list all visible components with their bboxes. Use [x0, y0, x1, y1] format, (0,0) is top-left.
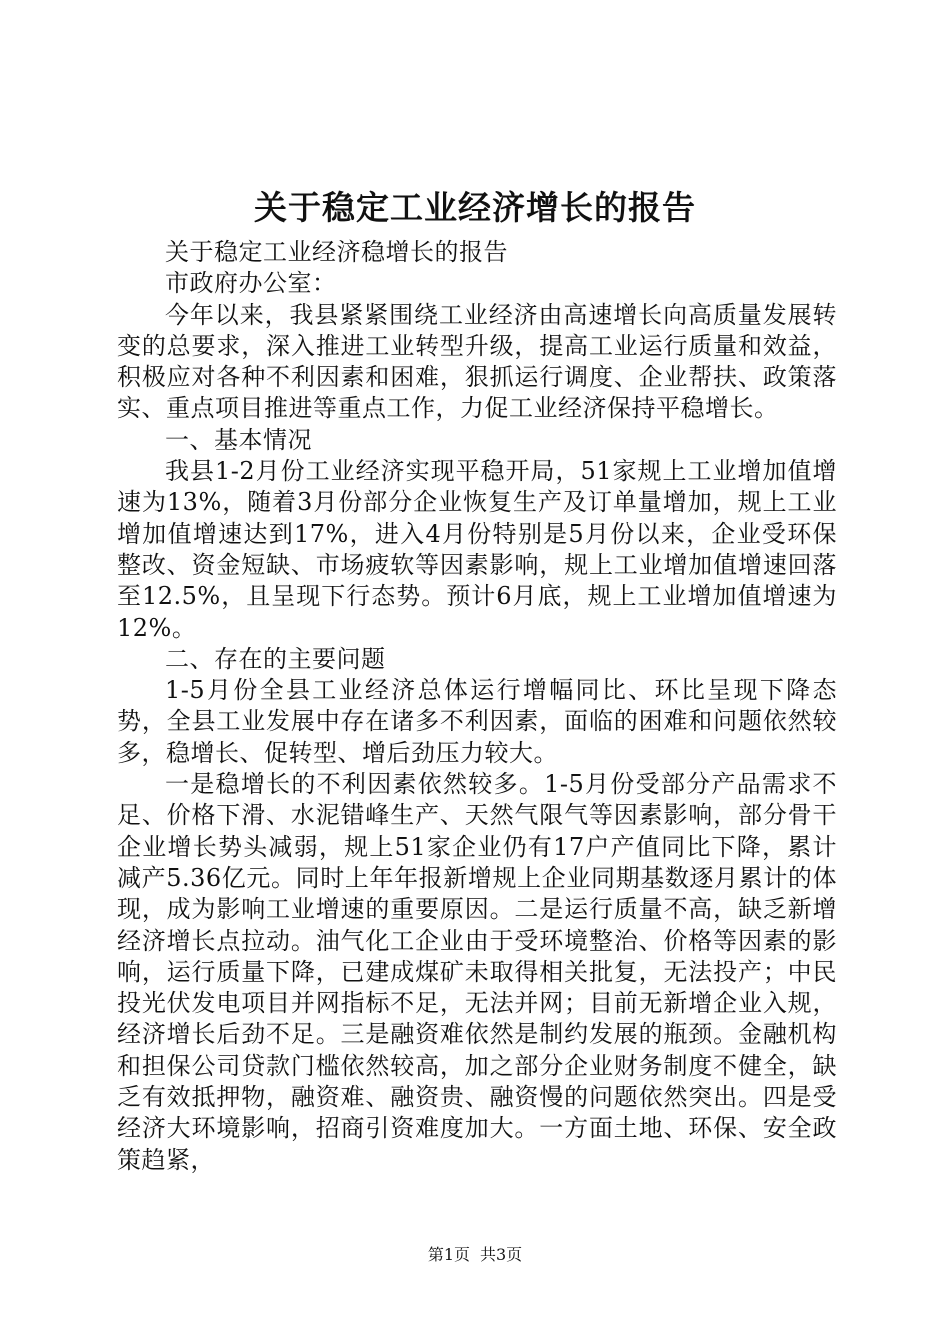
addressee-line: 市政府办公室： — [165, 269, 337, 298]
page-footer — [0, 1244, 950, 1266]
subtitle-line: 关于稳定工业经济稳增长的报告 — [165, 238, 508, 266]
problems-overview-paragraph: 1-5月份全县工业经济总体运行增幅同比、环比呈现下降态势，全县工业发展中存在诸多不利因素，面临的困难和问题依然较多，稳增长、促转型、增后劲压力较大。 — [117, 676, 837, 767]
intro-paragraph: 今年以来，我县紧紧围绕工业经济由高速增长向高质量发展转变的总要求，深入推进工业转型升级，提高工业运行质量和效益，积极应对各种不利因素和困难，狠抓运行调度、企业帮扶、政策落实、重点项目推进等重点工作，力促工业经济保持平稳增长。 — [117, 300, 837, 423]
page-number: 第1页 — [427, 1245, 470, 1264]
problems-detail-paragraph: 一是稳增长的不利因素依然较多。1-5月份受部分产品需求不足、价格下滑、水泥错峰生产、天然气限气等因素影响，部分骨干企业增长势头减弱，规上51家企业仍有17户产值同比下降，累计减产5.36亿元。同时上年年报新增规上企业同期基数逐月累计的体现，成为影响工业增速的重要原因。二是运行质量不高，缺乏新增经济增长点拉动。油气化工企业由于受环境整治、价格等因素的影响，运行质量下降，已建成煤矿未取得相关批复，无法投产；中民投光伏发电项目并网指标不足，无法并网；目前无新增企业入规，经济增长后劲不足。三是融资难依然是制约发展的瓶颈。金融机构和担保公司贷款门槛依然较高，加之部分企业财务制度不健全，缺乏有效抵押物，融资难、融资贵、融资慢的问题依然突出。四是受经济大环境影响，招商引资难度加大。一方面土地、环保、安全政策趋紧， — [117, 770, 837, 1174]
document-body — [117, 237, 837, 1176]
basic-situation-paragraph: 我县1-2月份工业经济实现平稳开局，51家规上工业增加值增速为13%，随着3月份部分企业恢复生产及订单量增加，规上工业增加值增速达到17%，进入4月份特别是5月份以来，企业受环保整改、资金短缺、市场疲软等因素影响，规上工业增加值增速回落至12.5%，且呈现下行态势。预计6月底，规上工业增加值增速为12%。 — [117, 457, 837, 642]
document-title: 关于稳定工业经济增长的报告 — [254, 188, 696, 227]
section-heading-problems: 二、存在的主要问题 — [165, 644, 386, 673]
section-heading-basic: 一、基本情况 — [165, 425, 312, 454]
page-total: 共3页 — [480, 1245, 523, 1264]
